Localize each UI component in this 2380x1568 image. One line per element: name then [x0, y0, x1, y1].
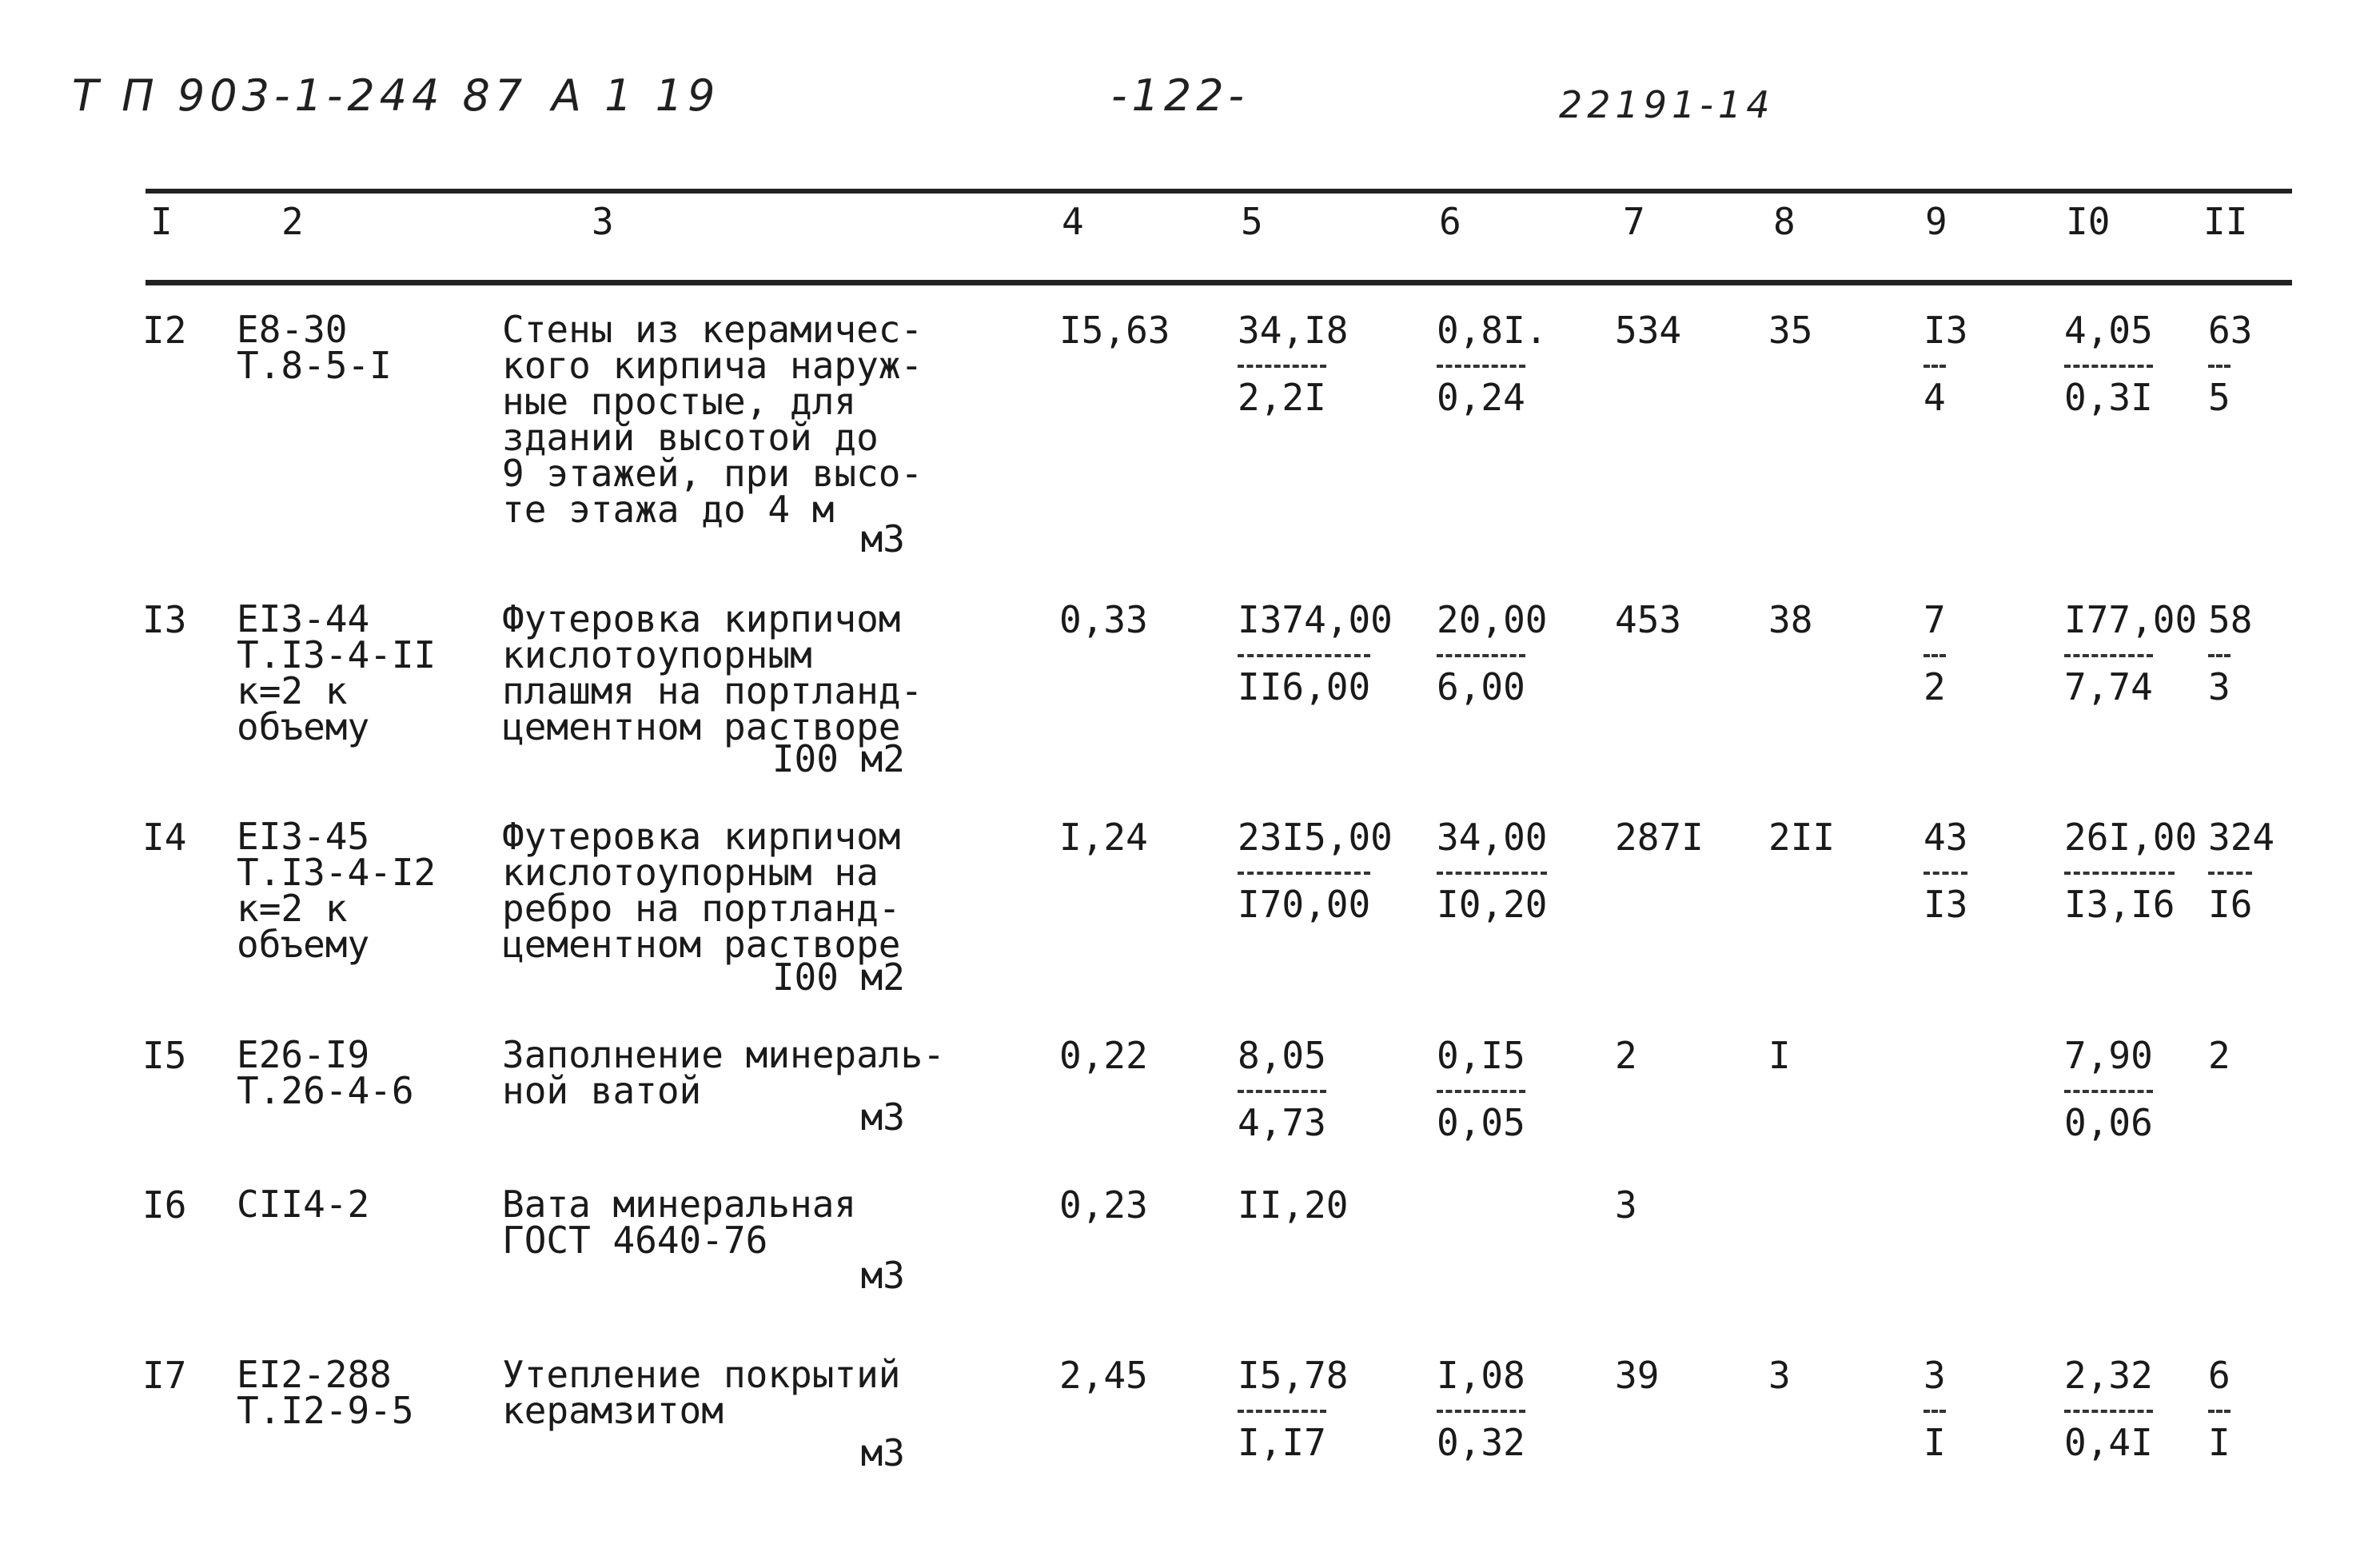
labor-unit [2064, 309, 2153, 419]
machine-cost [1924, 598, 1946, 708]
labor-total: 2 [2208, 1034, 2231, 1077]
column-header: 9 [1925, 200, 1947, 243]
column-header: 8 [1773, 200, 1796, 243]
machine-cost [1924, 816, 1968, 926]
total-cost: 534 [1615, 309, 1682, 352]
header-separator-rule [146, 280, 2292, 285]
unit-of-measure: м3 [860, 1254, 905, 1297]
labor-unit-denominator: 0,4I [2064, 1410, 2153, 1461]
unit-cost [1238, 1034, 1326, 1144]
work-description: Футеровка кирпичом кислотоупорным на ребро на портланд- цементном растворе [502, 815, 901, 966]
unit-cost-wages [1437, 816, 1548, 926]
unit-cost-numerator: 8,05 [1238, 1034, 1326, 1077]
unit-cost-wages [1437, 309, 1548, 419]
labor-total-numerator: 324 [2208, 816, 2275, 859]
labor-total [2208, 598, 2253, 708]
total-cost: 2 [1615, 1034, 1637, 1077]
unit-cost-numerator: I374,00 [1238, 598, 1393, 641]
labor-unit-numerator: 26I,00 [2064, 816, 2198, 859]
row-number: I2 [142, 309, 187, 352]
unit-cost-wages-numerator: I,08 [1437, 1354, 1525, 1397]
unit-cost-wages [1437, 598, 1548, 708]
unit-cost-numerator: 23I5,00 [1238, 816, 1393, 859]
unit-of-measure: I00 м2 [771, 737, 905, 780]
unit-cost-denominator: I70,00 [1238, 872, 1370, 923]
labor-unit-denominator: 0,06 [2064, 1090, 2153, 1141]
labor-total-denominator: I6 [2208, 872, 2252, 923]
labor-unit-numerator: 4,05 [2064, 309, 2153, 352]
unit-cost-wages [1437, 1354, 1525, 1464]
unit-cost [1238, 816, 1393, 926]
column-header: 6 [1439, 200, 1461, 243]
unit-of-measure: м3 [860, 517, 905, 561]
labor-total [2208, 816, 2275, 926]
unit-cost-denominator: 4,73 [1238, 1090, 1326, 1141]
quantity: I5,63 [1059, 309, 1170, 352]
unit-cost-wages-denominator: 0,32 [1437, 1410, 1525, 1461]
work-description: Стены из керамичес- кого кирпича наруж- ные простые, для зданий высотой до 9 этажей, при высо- те этажа до 4 м [502, 308, 923, 531]
total-wages: 2II [1768, 816, 1836, 859]
rate-code: EI3-44 Т.I3-4-II к=2 к объему [237, 597, 437, 748]
labor-unit-numerator: I77,00 [2064, 598, 2198, 641]
column-header: 2 [281, 200, 304, 243]
rate-code: E8-30 Т.8-5-I [237, 308, 392, 387]
unit-of-measure: I00 м2 [771, 956, 905, 999]
column-header: I0 [2066, 200, 2111, 243]
rate-code: E26-I9 Т.26-4-6 [237, 1033, 414, 1112]
labor-unit [2064, 1034, 2153, 1144]
labor-total-numerator: 6 [2208, 1354, 2231, 1397]
labor-total [2208, 1354, 2231, 1464]
total-wages: 38 [1768, 598, 1813, 641]
row-number: I7 [142, 1354, 187, 1397]
machine-cost-denominator: 2 [1924, 654, 1946, 705]
unit-cost [1238, 1354, 1349, 1464]
machine-cost-denominator: I3 [1924, 872, 1967, 923]
total-wages: I [1768, 1034, 1791, 1077]
page-number: -122- [1111, 70, 1250, 121]
labor-total-numerator: 58 [2208, 598, 2253, 641]
unit-cost-wages-denominator: 0,05 [1437, 1090, 1525, 1141]
quantity: 0,23 [1059, 1183, 1148, 1227]
unit-cost-numerator: 34,I8 [1238, 309, 1349, 352]
row-number: I4 [142, 816, 187, 859]
labor-total-numerator: 63 [2208, 309, 2253, 352]
column-header: 3 [592, 200, 614, 243]
machine-cost-numerator: 3 [1924, 1354, 1946, 1397]
labor-unit-denominator: I3,I6 [2064, 872, 2175, 923]
row-number: I3 [142, 598, 187, 641]
rate-code: EI3-45 Т.I3-4-I2 к=2 к объему [237, 815, 437, 966]
unit-of-measure: м3 [860, 1431, 905, 1474]
labor-unit [2064, 816, 2198, 926]
work-description: Футеровка кирпичом кислотоупорным плашмя на портланд- цементном растворе [502, 597, 923, 748]
unit-cost-wages [1437, 1034, 1525, 1144]
column-header: 5 [1241, 200, 1263, 243]
total-cost: 287I [1615, 816, 1704, 859]
work-description: Заполнение минераль- ной ватой [502, 1033, 945, 1112]
unit-cost-wages-denominator: 6,00 [1437, 654, 1525, 705]
total-cost: 3 [1615, 1183, 1637, 1227]
machine-cost [1924, 309, 1968, 419]
table-top-rule [146, 189, 2292, 194]
total-wages: 3 [1768, 1354, 1791, 1397]
labor-total [2208, 309, 2253, 419]
machine-cost-numerator: 7 [1924, 598, 1946, 641]
machine-cost-numerator: I3 [1924, 309, 1968, 352]
machine-cost [1924, 1354, 1946, 1464]
machine-cost-denominator: 4 [1924, 365, 1946, 416]
unit-cost: II,20 [1238, 1183, 1349, 1227]
unit-cost-wages-numerator: 20,00 [1437, 598, 1548, 641]
labor-unit [2064, 1354, 2153, 1464]
unit-cost-wages-denominator: 0,24 [1437, 365, 1525, 416]
sheet-ref: А 1 19 [552, 70, 720, 121]
machine-cost-denominator: I [1924, 1410, 1946, 1461]
column-header: 7 [1623, 200, 1645, 243]
labor-total-denominator: I [2208, 1410, 2231, 1461]
archive-number: 22191-14 [1559, 83, 1775, 126]
unit-cost [1238, 309, 1349, 419]
unit-cost-wages-denominator: I0,20 [1437, 872, 1547, 923]
unit-cost-wages-numerator: 0,I5 [1437, 1034, 1525, 1077]
labor-unit-denominator: 0,3I [2064, 365, 2153, 416]
labor-unit-denominator: 7,74 [2064, 654, 2153, 705]
unit-cost-denominator: 2,2I [1238, 365, 1326, 416]
labor-total-denominator: 5 [2208, 365, 2231, 416]
unit-of-measure: м3 [860, 1095, 905, 1139]
labor-unit-numerator: 2,32 [2064, 1354, 2153, 1397]
row-number: I6 [142, 1183, 187, 1227]
column-header: I [150, 200, 173, 243]
doc-code: Т П 903-1-244 87 [72, 70, 528, 121]
labor-unit-numerator: 7,90 [2064, 1034, 2153, 1077]
column-header: II [2203, 200, 2248, 243]
unit-cost-wages-numerator: 34,00 [1437, 816, 1548, 859]
unit-cost-wages-numerator: 0,8I. [1437, 309, 1548, 352]
quantity: 0,33 [1059, 598, 1148, 641]
unit-cost-numerator: I5,78 [1238, 1354, 1349, 1397]
unit-cost-denominator: I,I7 [1238, 1410, 1326, 1461]
quantity: 0,22 [1059, 1034, 1148, 1077]
quantity: 2,45 [1059, 1354, 1148, 1397]
machine-cost-numerator: 43 [1924, 816, 1968, 859]
labor-unit [2064, 598, 2198, 708]
total-cost: 453 [1615, 598, 1682, 641]
rate-code: EI2-288 Т.I2-9-5 [237, 1353, 414, 1432]
rate-code: CII4-2 [237, 1183, 370, 1226]
total-cost: 39 [1615, 1354, 1660, 1397]
column-header: 4 [1062, 200, 1084, 243]
work-description: Утепление покрытий керамзитом [502, 1353, 901, 1432]
total-wages: 35 [1768, 309, 1813, 352]
quantity: I,24 [1059, 816, 1148, 859]
unit-cost-denominator: II6,00 [1238, 654, 1370, 705]
row-number: I5 [142, 1034, 187, 1077]
work-description: Вата минеральная ГОСТ 4640-76 [502, 1183, 857, 1262]
unit-cost [1238, 598, 1393, 708]
labor-total-denominator: 3 [2208, 654, 2231, 705]
